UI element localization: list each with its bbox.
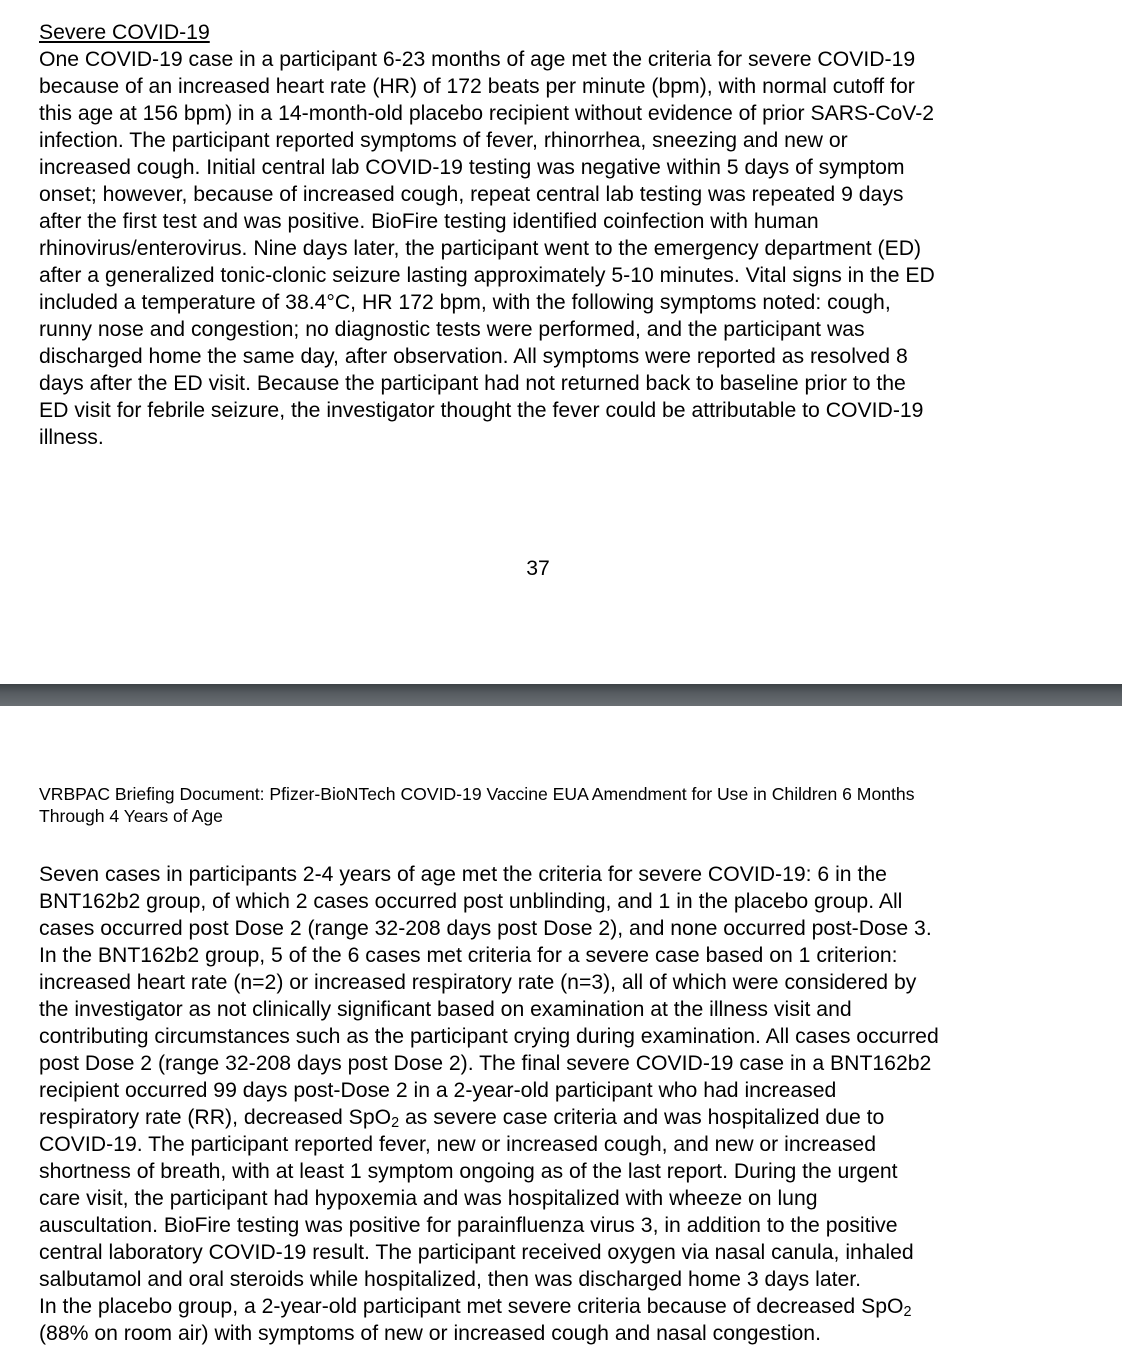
text-line: contributing circumstances such as the participant crying during examination. All cases occurred [39,1025,939,1048]
text-line: shortness of breath, with at least 1 symptom ongoing as of the last report. During the urgent [39,1160,898,1183]
text-line: onset; however, because of increased cough, repeat central lab testing was repeated 9 days [39,183,904,206]
page-break-divider [0,684,1122,706]
text-line: ED visit for febrile seizure, the investigator thought the fever could be attributable to COVID-19 [39,399,924,422]
text-line: cases occurred post Dose 2 (range 32-208 days post Dose 2), and none occurred post-Dose 3. [39,917,932,940]
text-line: days after the ED visit. Because the participant had not returned back to baseline prior to the [39,372,906,395]
text-line: included a temperature of 38.4°C, HR 172 bpm, with the following symptoms noted: cough, [39,291,891,314]
text-line: recipient occurred 99 days post-Dose 2 in a 2-year-old participant who had increased [39,1079,837,1102]
header-line: Through 4 Years of Age [39,806,223,826]
severe-cases-2-4-years-paragraph [39,861,1099,1347]
header-line: VRBPAC Briefing Document: Pfizer-BioNTech COVID-19 Vaccine EUA Amendment for Use in Children 6 Months [39,784,915,804]
text-line: BNT162b2 group, of which 2 cases occurred post unblinding, and 1 in the placebo group. All [39,890,903,913]
text-line: In the BNT162b2 group, 5 of the 6 cases met criteria for a severe case based on 1 criterion: [39,944,898,967]
subscript-2: 2 [391,1115,400,1132]
text-line: rhinovirus/enterovirus. Nine days later, the participant went to the emergency department (ED) [39,237,922,260]
text-line: (88% on room air) with symptoms of new or increased cough and nasal congestion. [39,1322,821,1345]
text-line: care visit, the participant had hypoxemia and was hospitalized with wheeze on lung [39,1187,818,1210]
text-line: runny nose and congestion; no diagnostic tests were performed, and the participant was [39,318,865,341]
section-heading-severe-covid: Severe COVID-19 [39,21,210,44]
text-line: COVID-19. The participant reported fever, new or increased cough, and new or increased [39,1133,876,1156]
subscript-2: 2 [903,1304,912,1321]
text-line: central laboratory COVID-19 result. The participant received oxygen via nasal canula, inhaled [39,1241,914,1264]
text-fragment: as severe case criteria and was hospitalized due to [399,1106,885,1129]
text-line: increased cough. Initial central lab COVID-19 testing was negative within 5 days of symptom [39,156,905,179]
document-running-header [39,783,1099,827]
severe-case-6-23-months-paragraph [39,46,1049,451]
text-line: One COVID-19 case in a participant 6-23 months of age met the criteria for severe COVID-19 [39,48,916,71]
text-line: after the first test and was positive. BioFire testing identified coinfection with human [39,210,819,233]
text-line-placebo-spo2 [39,1293,1099,1320]
text-line: this age at 156 bpm) in a 14-month-old placebo recipient without evidence of prior SARS-CoV-2 [39,102,935,125]
text-line: because of an increased heart rate (HR) of 172 beats per minute (bpm), with normal cutoff for [39,75,915,98]
text-fragment: In the placebo group, a 2-year-old participant met severe criteria because of decreased SpO [39,1295,904,1318]
text-line: Seven cases in participants 2-4 years of age met the criteria for severe COVID-19: 6 in the [39,863,887,886]
text-line: increased heart rate (n=2) or increased respiratory rate (n=3), all of which were considered by [39,971,917,994]
text-line: the investigator as not clinically significant based on examination at the illness visit and [39,998,852,1021]
text-line: auscultation. BioFire testing was positive for parainfluenza virus 3, in addition to the positive [39,1214,898,1237]
text-line: post Dose 2 (range 32-208 days post Dose 2). The final severe COVID-19 case in a BNT162b2 [39,1052,932,1075]
text-line: illness. [39,426,104,449]
text-line: after a generalized tonic-clonic seizure lasting approximately 5-10 minutes. Vital signs in the ED [39,264,935,287]
text-line-spo2 [39,1104,1099,1131]
text-fragment: respiratory rate (RR), decreased SpO [39,1106,392,1129]
text-line: salbutamol and oral steroids while hospitalized, then was discharged home 3 days later. [39,1268,862,1291]
text-line: discharged home the same day, after observation. All symptoms were reported as resolved 8 [39,345,908,368]
text-line: infection. The participant reported symptoms of fever, rhinorrhea, sneezing and new or [39,129,848,152]
page-number: 37 [526,557,550,580]
